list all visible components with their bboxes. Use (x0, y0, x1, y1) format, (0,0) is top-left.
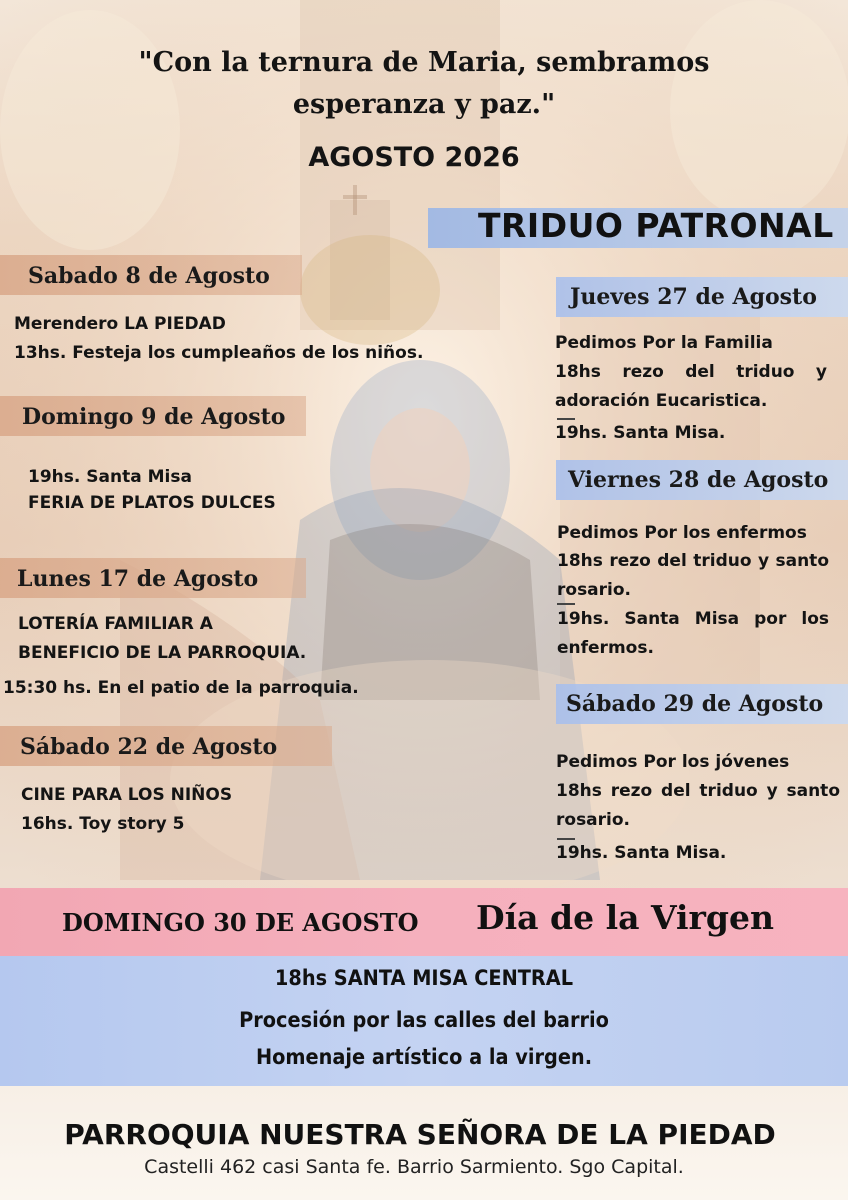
event-intention: Pedimos Por los enfermos (557, 523, 807, 543)
event-line: BENEFICIO DE LA PARROQUIA. (18, 643, 307, 663)
event-mass: 19hs. Santa Misa. (556, 843, 727, 863)
event-date: Domingo 9 de Agosto (22, 404, 286, 430)
event-mass: 19hs. Santa Misa por los enfermos. (557, 609, 829, 658)
event-prayer: 18hs rezo del triduo y adoración Eucaristica. (555, 362, 827, 411)
event-line: 19hs. Santa Misa (28, 467, 192, 487)
event-date: Sábado 22 de Agosto (20, 734, 278, 760)
event-line: LOTERÍA FAMILIAR A (18, 614, 213, 634)
header-quote (100, 42, 748, 126)
event-date: Sabado 8 de Agosto (28, 263, 270, 289)
event-mass: 19hs. Santa Misa. (555, 423, 726, 443)
event-line: 15:30 hs. En el patio de la parroquia. (3, 678, 359, 698)
event-prayer: 18hs rezo del triduo y santo rosario. (556, 781, 840, 830)
finale-line: Homenaje artístico a la virgen. (255, 1045, 593, 1069)
event-line: 16hs. Toy story 5 (21, 814, 185, 834)
event-date: Lunes 17 de Agosto (17, 566, 259, 592)
parish-name: PARROQUIA NUESTRA SEÑORA DE LA PIEDAD (64, 1118, 776, 1151)
event-date: Viernes 28 de Agosto (568, 467, 829, 493)
triduo-title: TRIDUO PATRONAL (478, 206, 834, 245)
quote-line-2: esperanza y paz." (292, 89, 556, 120)
finale-line: Procesión por las calles del barrio (239, 1008, 609, 1032)
event-line: FERIA DE PLATOS DULCES (28, 493, 276, 513)
event-intention: Pedimos Por los jóvenes (556, 752, 790, 772)
event-line: 13hs. Festeja los cumpleaños de los niños. (14, 343, 424, 363)
parish-address: Castelli 462 casi Santa fe. Barrio Sarmiento. Sgo Capital. (144, 1156, 684, 1178)
finale-date: DOMINGO 30 DE AGOSTO (62, 908, 419, 937)
quote-line-1: "Con la ternura de Maria, sembramos (138, 47, 710, 78)
event-intention: Pedimos Por la Familia (555, 333, 773, 353)
event-line: CINE PARA LOS NIÑOS (21, 785, 233, 805)
event-prayer: 18hs rezo del triduo y santo rosario. (557, 551, 829, 600)
event-date: Sábado 29 de Agosto (566, 691, 824, 717)
event-line: Merendero LA PIEDAD (14, 314, 226, 334)
finale-title: Día de la Virgen (476, 898, 774, 937)
event-date: Jueves 27 de Agosto (570, 284, 817, 310)
month-title: AGOSTO 2026 (308, 142, 520, 173)
finale-line: 18hs SANTA MISA CENTRAL (274, 966, 574, 990)
